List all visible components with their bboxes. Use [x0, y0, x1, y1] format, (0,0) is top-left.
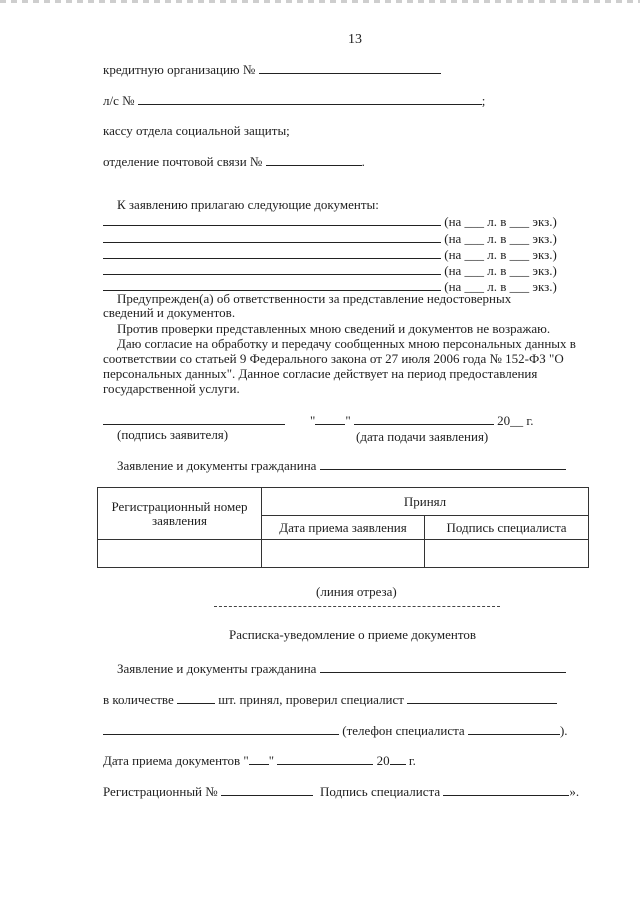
- citizen-docs-line: [117, 458, 566, 472]
- applicant-signature-caption: (подпись заявителя): [117, 427, 229, 442]
- receipt-registration-line: [103, 784, 313, 798]
- phone-end: ).: [559, 723, 568, 738]
- specialist-signature-cell[interactable]: [425, 540, 589, 568]
- attachment-row-label: (на ___ л. в ___ экз.): [444, 214, 557, 229]
- attachment-row: [103, 263, 557, 277]
- receipt-signature-line: [320, 784, 579, 798]
- credit-org-line: [103, 62, 441, 76]
- quantity-prefix: в количестве: [103, 692, 174, 707]
- consent-line-3: персональных данных". Данное согласие действует на период предоставления: [103, 366, 538, 381]
- receipt-date-quote: ": [268, 753, 275, 768]
- attachment-row: [103, 247, 557, 261]
- date-quote-close: ": [345, 413, 351, 428]
- attachment-field[interactable]: [103, 231, 441, 243]
- specialist-name-field[interactable]: [407, 692, 557, 704]
- receipt-reg-label: Регистрационный №: [103, 784, 218, 799]
- no-objection-text: Против проверки представленных мною сведений и документов не возражаю.: [117, 321, 551, 336]
- attachment-row-label: (на ___ л. в ___ экз.): [444, 231, 557, 246]
- warning-line-1: Предупрежден(а) об ответственности за представление недостоверных: [117, 291, 512, 306]
- post-office-field[interactable]: [266, 154, 362, 166]
- cut-line-label: (линия отреза): [316, 584, 397, 599]
- submission-date-caption: (дата подачи заявления): [356, 429, 489, 444]
- applicant-signature-field[interactable]: [103, 413, 285, 425]
- post-end: .: [361, 154, 365, 169]
- scan-edge: [0, 0, 640, 3]
- page-number: 13: [348, 32, 362, 47]
- receipt-date-label: Дата приема документов ": [103, 753, 249, 768]
- cash-option: кассу отдела социальной защиты;: [103, 123, 290, 138]
- post-label: отделение почтовой связи №: [103, 154, 263, 169]
- submission-date-line: [310, 413, 534, 427]
- receipt-signature-field[interactable]: [443, 784, 569, 796]
- attachment-field[interactable]: [103, 214, 441, 226]
- receipt-sign-label: Подпись специалиста: [320, 784, 441, 799]
- attachment-field[interactable]: [103, 279, 441, 291]
- attachments-heading: К заявлению прилагаю следующие документы:: [117, 197, 379, 212]
- attachment-row-label: (на ___ л. в ___ экз.): [444, 247, 557, 262]
- receipt-day-field[interactable]: [249, 753, 269, 765]
- consent-line-4: государственной услуги.: [103, 381, 240, 396]
- attachment-row: [103, 231, 557, 245]
- attachment-row: [103, 214, 557, 228]
- receipt-docs-label: Заявление и документы гражданина: [117, 661, 317, 676]
- phone-label: (телефон специалиста: [342, 723, 465, 738]
- receipt-sign-end: ».: [569, 784, 580, 799]
- receipt-phone-line: [103, 723, 568, 737]
- specialist-signature-header: Подпись специалиста: [425, 516, 589, 540]
- credit-org-label: кредитную организацию №: [103, 62, 256, 77]
- receipt-month-field[interactable]: [277, 753, 373, 765]
- citizen-docs-label: Заявление и документы гражданина: [117, 458, 317, 473]
- credit-org-field[interactable]: [259, 62, 441, 74]
- consent-line-2: соответствии со статьей 9 Федерального закона от 27 июля 2006 года № 152-ФЗ "О: [103, 351, 564, 366]
- quantity-field[interactable]: [177, 692, 215, 704]
- date-quote-open: ": [310, 413, 316, 428]
- accepted-header: Принял: [262, 488, 589, 516]
- consent-line-1: Даю согласие на обработку и передачу сообщенных мною персональных данных в: [117, 336, 576, 351]
- receipt-quantity-line: [103, 692, 557, 706]
- date-day-field[interactable]: [315, 413, 345, 425]
- applicant-signature-line: [103, 413, 285, 427]
- attachment-row-label: (на ___ л. в ___ экз.): [444, 263, 557, 278]
- account-end: ;: [481, 93, 486, 108]
- citizen-name-field[interactable]: [320, 458, 566, 470]
- accept-date-cell[interactable]: [262, 540, 425, 568]
- receipt-date-line: [103, 753, 416, 767]
- receipt-date-year: 20: [376, 753, 390, 768]
- attachment-field[interactable]: [103, 247, 441, 259]
- registration-table: [97, 487, 589, 568]
- account-line: [103, 93, 485, 107]
- phone-field[interactable]: [468, 723, 560, 735]
- warning-line-2: сведений и документов.: [103, 305, 236, 320]
- attachment-field[interactable]: [103, 263, 441, 275]
- receipt-citizen-field[interactable]: [320, 661, 566, 673]
- receipt-reg-number-field[interactable]: [221, 784, 313, 796]
- reg-number-header: Регистрационный номер заявления: [98, 488, 262, 540]
- date-year: 20__ г.: [497, 413, 534, 428]
- attachment-row-label: (на ___ л. в ___ экз.): [444, 279, 557, 294]
- receipt-year-field[interactable]: [390, 753, 406, 765]
- date-month-field[interactable]: [354, 413, 494, 425]
- receipt-docs-line: [117, 661, 566, 675]
- specialist-field[interactable]: [103, 723, 339, 735]
- post-line: [103, 154, 365, 168]
- reg-number-cell[interactable]: [98, 540, 262, 568]
- account-label: л/с №: [103, 93, 135, 108]
- quantity-suffix: шт. принял, проверил специалист: [218, 692, 404, 707]
- accept-date-header: Дата приема заявления: [262, 516, 425, 540]
- receipt-date-end: г.: [408, 753, 416, 768]
- account-field[interactable]: [138, 93, 482, 105]
- cut-line: [214, 606, 500, 607]
- receipt-title: Расписка-уведомление о приеме документов: [229, 627, 476, 642]
